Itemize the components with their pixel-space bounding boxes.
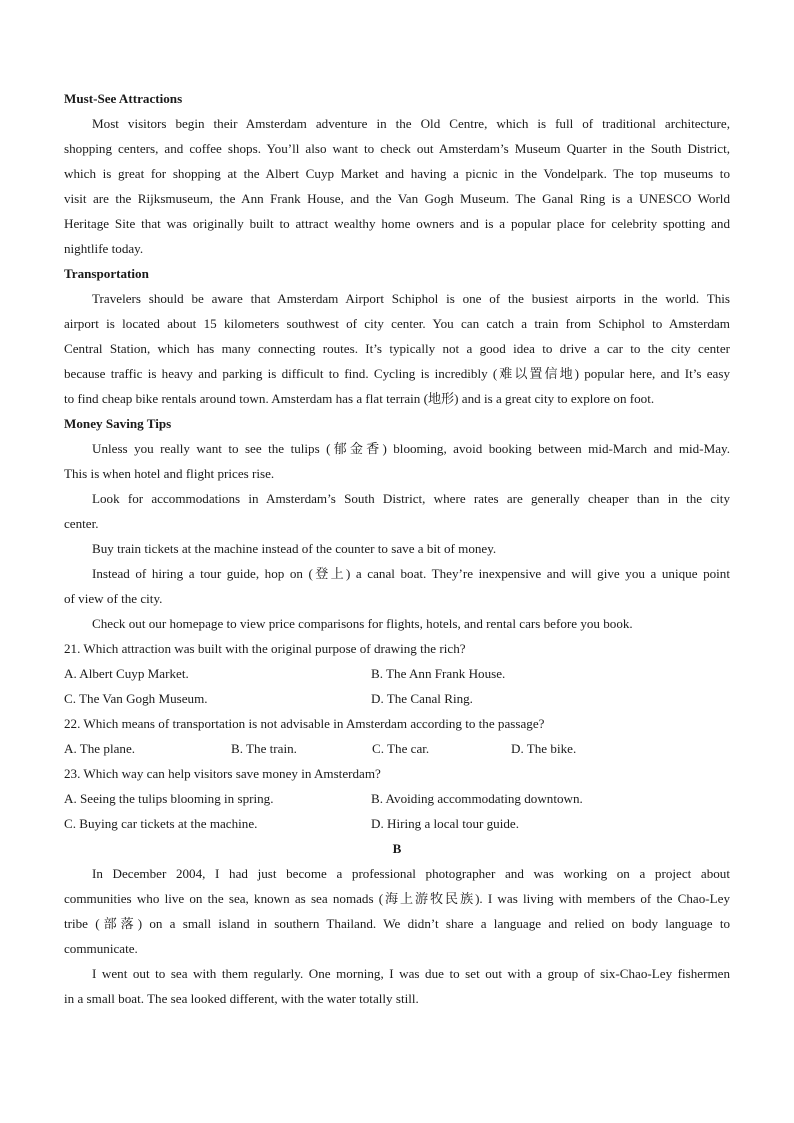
question-stem: 23. Which way can help visitors save money in Amsterdam?: [64, 766, 381, 781]
option-row: [64, 689, 730, 714]
option-d: D. The bike.: [511, 741, 577, 756]
paragraph-tulips: [64, 439, 730, 489]
option-a: A. Seeing the tulips blooming in spring.: [64, 791, 274, 806]
text-line: which is great for shopping at the Albert Cuyp Market and having a picnic in the Vondelpark. The top museums to: [64, 166, 730, 181]
text-line: because traffic is heavy and parking is difficult to find. Cycling is incredibly (难以置信地) popular here, and It’s easy: [64, 366, 730, 381]
section-b-title: B: [392, 841, 402, 856]
heading-money-saving-tips: Money Saving Tips: [64, 416, 172, 431]
option-row: [64, 664, 730, 689]
option-a: A. Albert Cuyp Market.: [64, 666, 189, 681]
paragraph-attractions: [64, 114, 730, 264]
question-23: [64, 764, 730, 839]
option-c: C. The Van Gogh Museum.: [64, 691, 208, 706]
text-line: I went out to sea with them regularly. One morning, I was due to set out with a group of six-Chao-Ley fishermen: [92, 966, 730, 981]
text-line: tribe (部落) on a small island in southern Thailand. We didn’t share a language and relied on body language to: [64, 916, 730, 931]
text-line: Most visitors begin their Amsterdam adventure in the Old Centre, which is full of traditional architecture,: [92, 116, 730, 131]
question-stem: 21. Which attraction was built with the original purpose of drawing the rich?: [64, 641, 466, 656]
text-line: nightlife today.: [64, 241, 144, 256]
text-line: Travelers should be aware that Amsterdam Airport Schiphol is one of the busiest airports in the world. This: [92, 291, 730, 306]
text-line: shopping centers, and coffee shops. You’ll also want to check out Amsterdam’s Museum Quarter in the South District,: [64, 141, 730, 156]
text-line: In December 2004, I had just become a professional photographer and was working on a project about: [92, 866, 730, 881]
text-line: visit are the Rijksmuseum, the Ann Frank House, and the Van Gogh Museum. The Ganal Ring is a UNESCO World: [64, 191, 730, 206]
option-b: B. Avoiding accommodating downtown.: [371, 791, 583, 806]
paragraph-canal-boat: [64, 564, 730, 614]
paragraph-transportation: [64, 289, 730, 414]
paragraph-train-tickets: Buy train tickets at the machine instead of the counter to save a bit of money.: [92, 541, 497, 556]
paragraph-photographer: [64, 864, 730, 964]
document-page: [64, 89, 730, 1014]
text-line: in a small boat. The sea looked different, with the water totally still.: [64, 991, 419, 1006]
option-d: D. Hiring a local tour guide.: [371, 816, 519, 831]
option-row: [64, 739, 730, 764]
text-line: airport is located about 15 kilometers southwest of city center. You can catch a train from Schiphol to Amsterdam: [64, 316, 730, 331]
text-line: Central Station, which has many connecting routes. It’s typically not a good idea to drive a car to the city center: [64, 341, 730, 356]
text-line: Unless you really want to see the tulips (郁金香) blooming, avoid booking between mid-March and mid-May.: [92, 441, 730, 456]
option-d: D. The Canal Ring.: [371, 691, 473, 706]
option-c: C. Buying car tickets at the machine.: [64, 816, 258, 831]
heading-transportation: Transportation: [64, 266, 149, 281]
option-row: [64, 789, 730, 814]
option-row: [64, 814, 730, 839]
question-21: [64, 639, 730, 714]
paragraph-homepage: Check out our homepage to view price comparisons for flights, hotels, and rental cars before you book.: [92, 616, 633, 631]
option-c: C. The car.: [372, 741, 430, 756]
text-line: center.: [64, 516, 99, 531]
option-a: A. The plane.: [64, 741, 136, 756]
question-stem: 22. Which means of transportation is not advisable in Amsterdam according to the passage?: [64, 716, 545, 731]
text-line: communities who live on the sea, known as sea nomads (海上游牧民族). I was living with members of the Chao-Ley: [64, 891, 730, 906]
text-line: Instead of hiring a tour guide, hop on (登上) a canal boat. They’re inexpensive and will give you a unique point: [92, 566, 730, 581]
option-b: B. The Ann Frank House.: [371, 666, 506, 681]
paragraph-accommodations: [64, 489, 730, 539]
question-22: [64, 714, 730, 764]
option-b: B. The train.: [231, 741, 297, 756]
text-line: to find cheap bike rentals around town. Amsterdam has a flat terrain (地形) and is a great city to explore on foot.: [64, 391, 655, 406]
heading-must-see-attractions: Must-See Attractions: [64, 91, 183, 106]
text-line: Heritage Site that was originally built to attract wealthy home owners and is a popular place for celebrity spotting and: [64, 216, 730, 231]
text-line: This is when hotel and flight prices rise.: [64, 466, 275, 481]
text-line: of view of the city.: [64, 591, 163, 606]
paragraph-sea: [64, 964, 730, 1014]
text-line: communicate.: [64, 941, 138, 956]
text-line: Look for accommodations in Amsterdam’s South District, where rates are generally cheaper than in the city: [92, 491, 730, 506]
